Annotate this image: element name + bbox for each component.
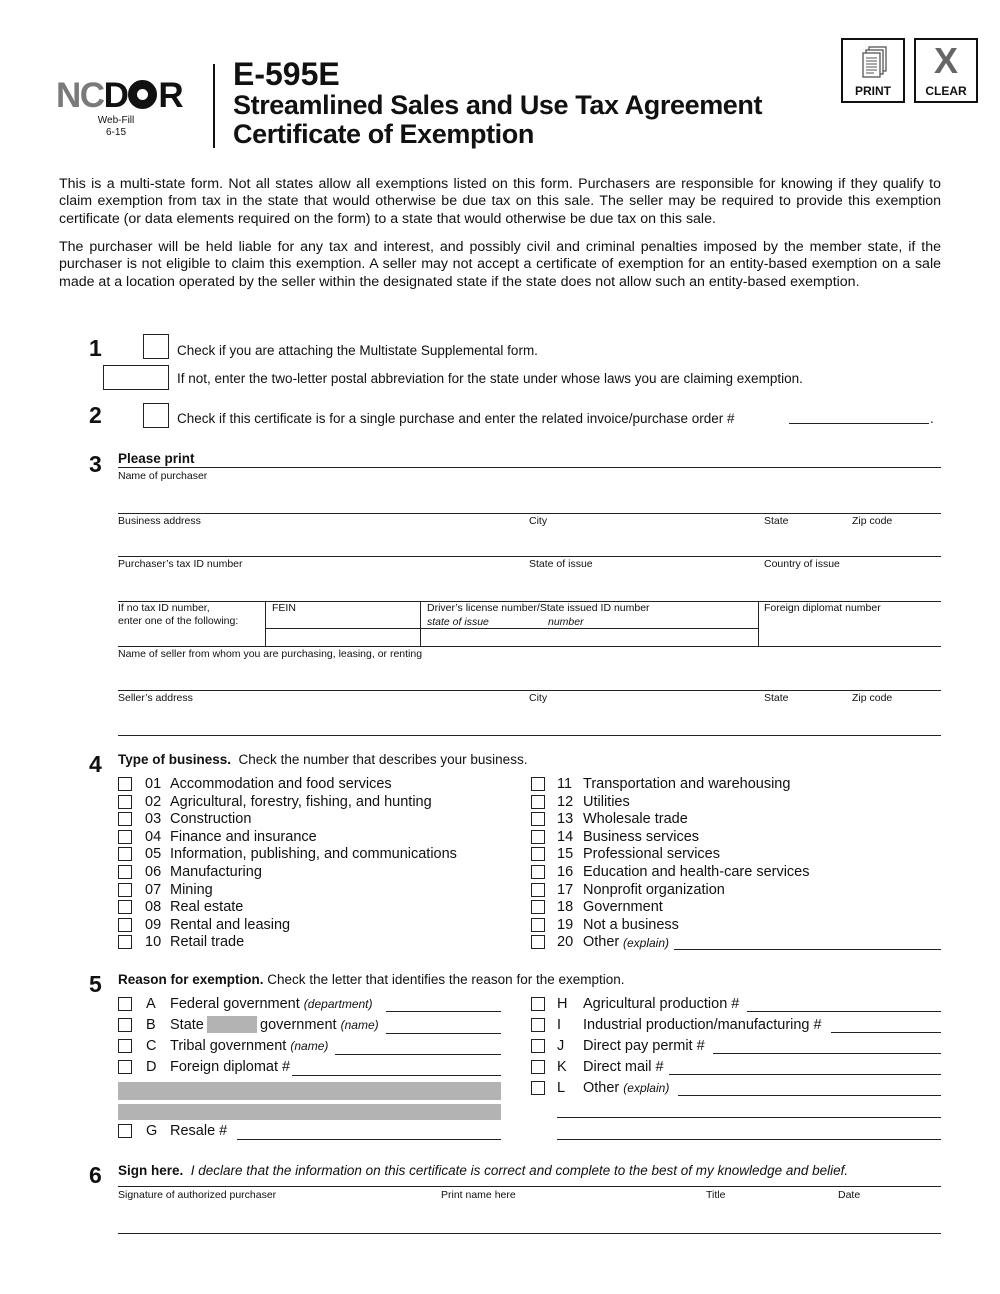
date-label: Date	[838, 1189, 861, 1201]
single-purchase-checkbox[interactable]	[143, 403, 169, 428]
business-type-item[interactable]: 13 Wholesale trade	[531, 811, 941, 829]
business-type-item[interactable]: 01 Accommodation and food services	[118, 776, 518, 794]
signature-label: Signature of authorized purchaser	[118, 1189, 277, 1201]
exemption-a-letter: A	[146, 996, 156, 1012]
exemption-g-letter: G	[146, 1123, 158, 1139]
tribal-government-name-input[interactable]	[335, 1054, 501, 1055]
print-icon	[861, 46, 889, 80]
form-title: Streamlined Sales and Use Tax Agreement Certificate of Exemption	[233, 90, 763, 149]
intro-paragraph-2: The purchaser will be held liable for any tax and interest, and possibly civil and criminal penalties imposed by the member state, if the purchaser is not eligible to claim this exemption. A seller may not accept a certificate of exemption for an entity-based exemption on a sale made at a location operated by the seller within the designated state if the state does not allow such an entity-based exemption.	[59, 239, 941, 290]
business-type-list-left	[118, 776, 518, 952]
foreign-diplomat-label: Foreign diplomat number	[764, 602, 881, 614]
agricultural-production-input[interactable]	[747, 1011, 941, 1012]
business-type-checkbox[interactable]	[531, 935, 545, 949]
exemption-c-checkbox[interactable]	[118, 1039, 132, 1053]
seller-address-label: Seller’s address	[118, 692, 193, 704]
ncdor-logo: NCD R	[56, 76, 183, 115]
business-type-item[interactable]: 03 Construction	[118, 811, 518, 829]
business-type-checkbox[interactable]	[531, 847, 545, 861]
exemption-i-label: Industrial production/manufacturing #	[583, 1017, 822, 1033]
exemption-d-label: Foreign diplomat #	[170, 1059, 291, 1075]
exemption-j-label: Direct pay permit #	[583, 1038, 705, 1054]
business-type-checkbox[interactable]	[531, 865, 545, 879]
business-type-checkbox[interactable]	[531, 918, 545, 932]
seller-city-label: City	[529, 692, 548, 704]
business-type-checkbox[interactable]	[531, 883, 545, 897]
exemption-i-checkbox[interactable]	[531, 1018, 545, 1032]
exemption-b-label2: government (name)	[260, 1017, 379, 1033]
exemption-b-checkbox[interactable]	[118, 1018, 132, 1032]
business-city-label: City	[529, 515, 548, 527]
exemption-a-checkbox[interactable]	[118, 997, 132, 1011]
tax-id-label: Purchaser’s tax ID number	[118, 558, 243, 570]
id-number-input[interactable]	[118, 646, 941, 647]
direct-mail-input[interactable]	[669, 1074, 941, 1075]
business-type-item[interactable]: 16 Education and health-care services	[531, 864, 941, 882]
intro-paragraph-1: This is a multi-state form. Not all states allow all exemptions listed on this form. Purchasers are responsible for knowing if they qualify to claim exemption from tax in the state that would otherwise be due tax on this sale. The seller may be required to provide this exemption certificate (or data elements required on the form) to a state that would otherwise be due tax on this sale.	[59, 176, 941, 227]
exemption-l-checkbox[interactable]	[531, 1081, 545, 1095]
section-3-number: 3	[89, 451, 102, 477]
business-type-item[interactable]: 04 Finance and insurance	[118, 829, 518, 847]
exemption-l-label: Other (explain)	[583, 1080, 670, 1096]
exemption-h-checkbox[interactable]	[531, 997, 545, 1011]
tax-id-country-label: Country of issue	[764, 558, 840, 570]
business-type-item[interactable]: 05 Information, publishing, and communications	[118, 846, 518, 864]
business-type-checkbox[interactable]	[118, 847, 132, 861]
other-business-input[interactable]	[674, 949, 941, 950]
seller-name-input[interactable]	[118, 690, 941, 691]
exemption-h-label: Agricultural production #	[583, 996, 740, 1012]
business-type-item[interactable]: 07 Mining	[118, 882, 518, 900]
tax-id-state-label: State of issue	[529, 558, 593, 570]
business-type-item[interactable]: 19 Not a business	[531, 917, 941, 935]
diplomat-divider	[758, 602, 759, 646]
business-type-item[interactable]: 18 Government	[531, 899, 941, 917]
business-type-item[interactable]: 12 Utilities	[531, 794, 941, 812]
exemption-d-checkbox[interactable]	[118, 1060, 132, 1074]
id-subfield-rule	[265, 628, 758, 629]
business-type-item[interactable]: 09 Rental and leasing	[118, 917, 518, 935]
business-type-checkbox[interactable]	[531, 777, 545, 791]
exemption-g-label: Resale #	[170, 1123, 228, 1139]
exemption-b-letter: B	[146, 1017, 156, 1033]
print-name-label: Print name here	[441, 1189, 516, 1201]
business-type-checkbox[interactable]	[118, 777, 132, 791]
business-type-checkbox[interactable]	[118, 883, 132, 897]
other-exemption-input-1[interactable]	[678, 1095, 941, 1096]
purchaser-name-input[interactable]	[118, 513, 941, 514]
exemption-j-letter: J	[557, 1038, 565, 1054]
sign-rule	[118, 1186, 941, 1187]
business-type-checkbox[interactable]	[118, 918, 132, 932]
exemption-a-label: Federal government (department)	[170, 996, 373, 1012]
business-address-label: Business address	[118, 515, 201, 527]
business-state-label: State	[764, 515, 789, 527]
other-exemption-input-3[interactable]	[557, 1139, 941, 1140]
seller-name-label: Name of seller from whom you are purchasing, leasing, or renting	[118, 648, 423, 660]
drivers-license-label: Driver’s license number/State issued ID number	[427, 602, 650, 614]
exemption-k-label: Direct mail #	[583, 1059, 664, 1075]
single-purchase-label: Check if this certificate is for a single purchase and enter the related invoice/purchase order #	[177, 411, 735, 426]
clear-button[interactable]: X CLEAR	[914, 38, 978, 103]
fein-label: FEIN	[272, 602, 296, 614]
seller-zip-label: Zip code	[852, 692, 893, 704]
purchaser-name-label: Name of purchaser	[118, 470, 208, 482]
section-2-number: 2	[89, 402, 102, 428]
dl-number-label: number	[548, 616, 584, 628]
state-government-name-input[interactable]	[386, 1033, 501, 1034]
business-address-input[interactable]	[118, 556, 941, 557]
business-type-checkbox[interactable]	[531, 900, 545, 914]
exemption-b-label: State	[170, 1017, 204, 1033]
business-type-checkbox[interactable]	[531, 795, 545, 809]
signature-input[interactable]	[118, 1233, 941, 1234]
business-type-checkbox[interactable]	[118, 812, 132, 826]
state-abbreviation-input[interactable]	[103, 365, 169, 390]
exemption-c-letter: C	[146, 1038, 157, 1054]
exemption-j-checkbox[interactable]	[531, 1039, 545, 1053]
section-6-number: 6	[89, 1162, 102, 1188]
business-type-item[interactable]: 15 Professional services	[531, 846, 941, 864]
business-type-checkbox[interactable]	[531, 812, 545, 826]
business-type-checkbox[interactable]	[118, 935, 132, 949]
exemption-g-checkbox[interactable]	[118, 1124, 132, 1138]
business-type-item[interactable]: 17 Nonprofit organization	[531, 882, 941, 900]
business-type-item[interactable]: 14 Business services	[531, 829, 941, 847]
dl-divider	[420, 602, 421, 646]
business-type-checkbox[interactable]	[118, 830, 132, 844]
business-type-list-right	[531, 776, 941, 952]
seller-address-input[interactable]	[118, 735, 941, 736]
resale-number-input[interactable]	[237, 1139, 501, 1140]
section-3-rule	[118, 467, 941, 468]
federal-department-input[interactable]	[386, 1011, 501, 1012]
shaded-row-f	[118, 1104, 501, 1120]
title-label: Title	[706, 1189, 726, 1201]
print-button[interactable]: PRINT	[841, 38, 905, 103]
seller-state-label: State	[764, 692, 789, 704]
foreign-diplomat-number-input[interactable]	[292, 1075, 501, 1076]
business-type-item[interactable]: 06 Manufacturing	[118, 864, 518, 882]
web-fill-label: Web-Fill 6-15	[97, 115, 135, 138]
clear-icon: X	[933, 40, 958, 81]
exemption-c-label: Tribal government (name)	[170, 1038, 329, 1054]
form-number: E-595E	[233, 56, 340, 92]
header-divider	[213, 64, 215, 148]
exemption-reason-heading: Reason for exemption. Check the letter that identifies the reason for the exemption.	[118, 972, 625, 987]
invoice-period: .	[930, 411, 934, 426]
no-tax-id-label: If no tax ID number, enter one of the following:	[118, 602, 239, 627]
direct-pay-permit-input[interactable]	[713, 1053, 941, 1054]
industrial-production-input[interactable]	[831, 1032, 941, 1033]
invoice-number-input[interactable]	[789, 423, 929, 424]
business-type-checkbox[interactable]	[118, 795, 132, 809]
business-type-checkbox[interactable]	[531, 830, 545, 844]
exemption-d-letter: D	[146, 1059, 157, 1075]
business-type-item[interactable]: 02 Agricultural, forestry, fishing, and hunting	[118, 794, 518, 812]
multistate-supplemental-checkbox[interactable]	[143, 334, 169, 359]
exemption-k-letter: K	[557, 1059, 567, 1075]
section-5-number: 5	[89, 971, 102, 997]
multistate-supplemental-label: Check if you are attaching the Multistate Supplemental form.	[177, 343, 538, 358]
exemption-h-letter: H	[557, 996, 568, 1012]
shaded-row-e	[118, 1082, 501, 1100]
state-abbreviation-label: If not, enter the two-letter postal abbreviation for the state under whose laws you are claiming exemption.	[177, 371, 803, 386]
section-1-number: 1	[89, 335, 102, 361]
exemption-k-checkbox[interactable]	[531, 1060, 545, 1074]
fein-divider	[265, 602, 266, 646]
business-zip-label: Zip code	[852, 515, 893, 527]
business-type-item[interactable]: 10 Retail trade	[118, 934, 518, 952]
section-4-number: 4	[89, 751, 102, 777]
state-name-input[interactable]	[207, 1016, 257, 1033]
business-type-item-other[interactable]: 20 Other (explain)	[531, 934, 941, 952]
business-type-checkbox[interactable]	[118, 865, 132, 879]
business-type-checkbox[interactable]	[118, 900, 132, 914]
sign-here-heading: Sign here. I declare that the information on this certificate is correct and complete to the best of my knowledge and belief.	[118, 1163, 849, 1178]
logo-o-mark	[128, 80, 157, 109]
exemption-i-letter: I	[557, 1017, 562, 1033]
please-print-heading: Please print	[118, 451, 195, 466]
business-type-item[interactable]: 08 Real estate	[118, 899, 518, 917]
business-type-heading: Type of business. Check the number that describes your business.	[118, 752, 528, 767]
exemption-l-letter: L	[557, 1080, 566, 1096]
dl-state-of-issue-label: state of issue	[427, 616, 489, 628]
business-type-item[interactable]: 11 Transportation and warehousing	[531, 776, 941, 794]
other-exemption-input-2[interactable]	[557, 1117, 941, 1118]
